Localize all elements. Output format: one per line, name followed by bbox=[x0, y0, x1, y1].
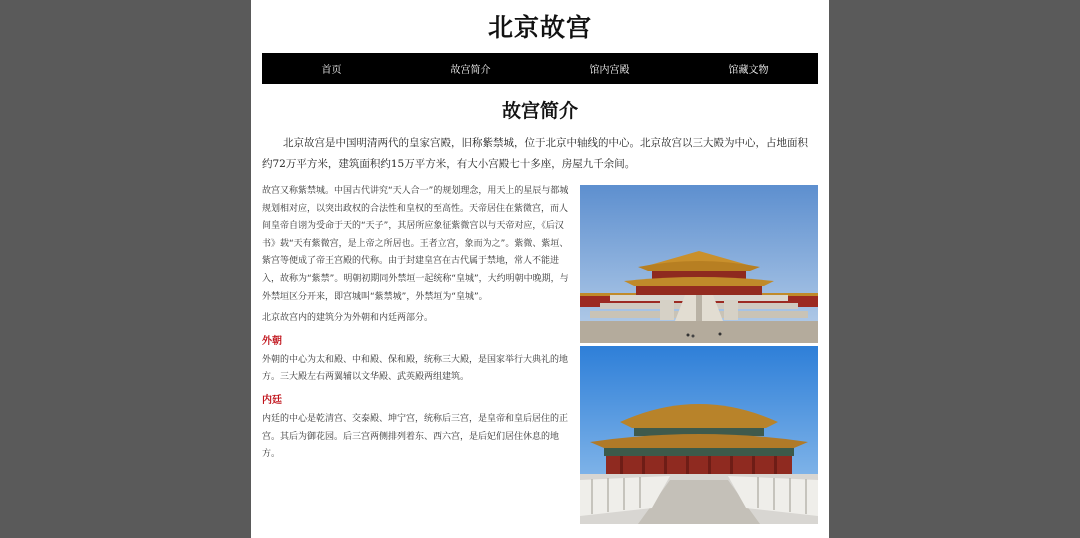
nav-item-palaces[interactable]: 馆内宫殿 bbox=[589, 65, 630, 76]
history-paragraph: 故宫又称紫禁城。中国古代讲究“天人合一”的规划理念，用天上的星辰与都城规划相对应，以突出政权的合法性和皇权的至高性。天帝居住在紫微宫，而人间皇帝自诩为受命于天的“天子”，其居所应象征紫微宫以与天帝对应，《后汉书》载“天有紫微宫，是上帝之所居也。王者立宫，象而为之”。紫微、紫垣、紫宫等便成了帝王宫殿的代称。由于封建皇宫在古代属于禁地，常人不能进入，故称为“紫禁”。明朝初期同外禁垣一起统称“皇城”，大约明朝中晚期，与外禁垣区分开来，即宫城叫“紫禁城”，外禁垣为“皇城”。 bbox=[262, 186, 569, 302]
nav-item-home[interactable]: 首页 bbox=[321, 65, 342, 76]
section-title: 故宫简介 bbox=[501, 100, 578, 122]
site-title: 北京故宫 bbox=[487, 13, 592, 42]
page-container bbox=[251, 0, 829, 538]
intro-paragraph: 北京故宫是中国明清两代的皇家宫殿，旧称紫禁城，位于北京中轴线的中心。北京故宫以三大殿为中心，占地面积约72万平方米，建筑面积约15万平方米，有大小宫殿七十多座，房屋九千余间。 bbox=[262, 137, 808, 170]
hall-photo-front bbox=[580, 185, 818, 343]
article-body bbox=[262, 183, 569, 468]
neiting-text: 内廷的中心是乾清宫、交泰殿、坤宁宫，统称后三宫，是皇帝和皇后居住的正宫。其后为御花园。后三宫两侧排列着东、西六宫，是后妃们居住休息的地方。 bbox=[262, 413, 569, 460]
hall-photo-terrace bbox=[580, 346, 818, 524]
main-nav bbox=[262, 53, 818, 84]
layout-note: 北京故宫内的建筑分为外朝和内廷两部分。 bbox=[262, 313, 434, 324]
neiting-heading: 内廷 bbox=[262, 394, 282, 406]
waichao-text: 外朝的中心为太和殿、中和殿、保和殿，统称三大殿，是国家举行大典礼的地方。三大殿左右两翼辅以文华殿、武英殿两组建筑。 bbox=[262, 354, 569, 383]
nav-item-collections[interactable]: 馆藏文物 bbox=[728, 65, 769, 76]
waichao-heading: 外朝 bbox=[262, 335, 282, 347]
nav-item-intro[interactable]: 故宫简介 bbox=[450, 65, 491, 76]
